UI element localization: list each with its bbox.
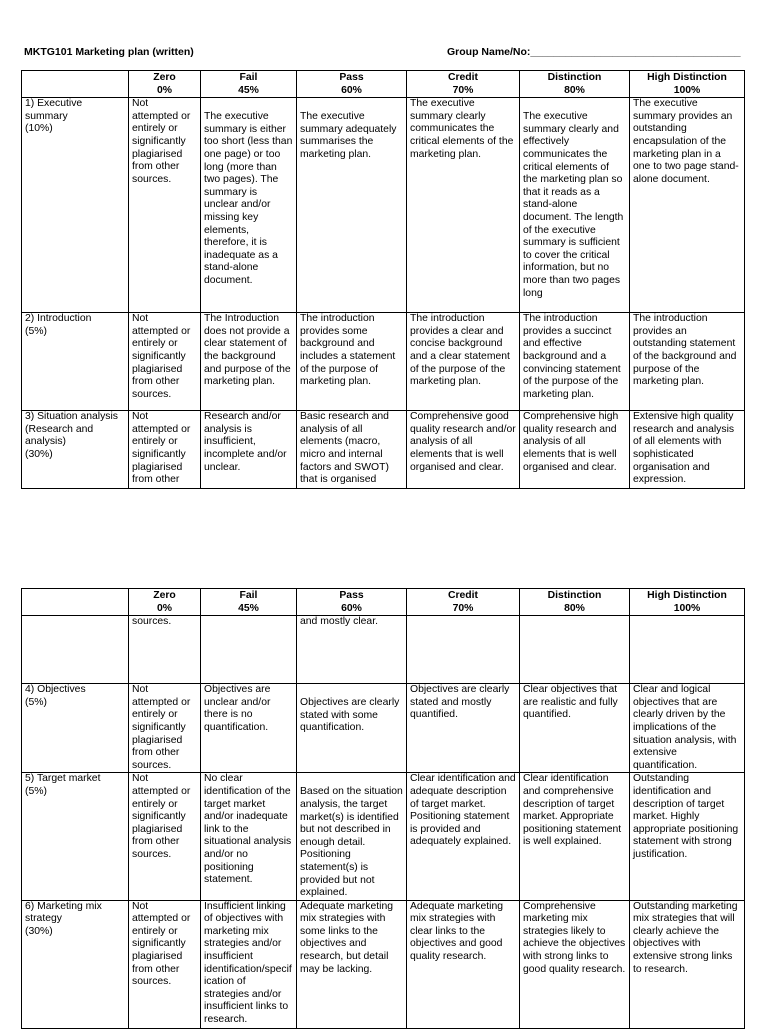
header-blank-cell (22, 71, 129, 98)
header-pass: Pass 60% (297, 71, 407, 98)
rubric-table-page-2 (21, 588, 745, 1029)
header-credit: Credit 70% (407, 589, 520, 616)
grade-header-row (22, 589, 745, 616)
cell-distinction: The introduction provides a succinct and effective background and a convincing statement of the purpose of the marketing plan. (520, 313, 630, 411)
header-high-distinction: High Distinction 100% (630, 71, 745, 98)
table-row-continued (22, 616, 745, 684)
table-row (22, 773, 745, 900)
cell-credit: Objectives are clearly stated and mostly quantified. (407, 684, 520, 773)
cell-fail: The Introduction does not provide a clear statement of the background and purpose of the marketing plan. (201, 313, 297, 411)
cell-distinction: Comprehensive marketing mix strategies likely to achieve the objectives with strong links to good quality research. (520, 900, 630, 1028)
cell-pass: The executive summary adequately summarises the marketing plan. (297, 98, 407, 313)
cell-high-distinction: Clear and logical objectives that are clearly driven by the implications of the situation analysis, with extensive quantification. (630, 684, 745, 773)
cell-distinction: Clear identification and comprehensive description of target market. Appropriate positioning statement is well explained. (520, 773, 630, 900)
cell-pass: Based on the situation analysis, the target market(s) is identified but not described in enough detail. Positioning statement(s) is provided but not explained. (297, 773, 407, 900)
cell-distinction: Clear objectives that are realistic and fully quantified. (520, 684, 630, 773)
cell-high-distinction (630, 616, 745, 684)
cell-zero: sources. (129, 616, 201, 684)
cell-zero: Not attempted or entirely or significantly plagiarised from other sources. (129, 773, 201, 900)
header-pass: Pass 60% (297, 589, 407, 616)
cell-pass: Adequate marketing mix strategies with some links to the objectives and research, but detail may be lacking. (297, 900, 407, 1028)
cell-zero: Not attempted or entirely or significantly plagiarised from other sources. (129, 313, 201, 411)
table-row (22, 684, 745, 773)
cell-distinction: Comprehensive high quality research and analysis of all elements that is well organised and clear. (520, 411, 630, 489)
criterion-situation-analysis: 3) Situation analysis (Research and analysis) (30%) (22, 411, 129, 489)
cell-distinction: The executive summary clearly and effectively communicates the critical elements of the marketing plan so that it reads as a stand-alone document. The length of the executive summary is sufficient to cover the critical information, but no more than two pages long (520, 98, 630, 313)
criterion-marketing-mix-strategy: 6) Marketing mix strategy (30%) (22, 900, 129, 1028)
header-zero: Zero 0% (129, 589, 201, 616)
cell-zero: Not attempted or entirely or significantly plagiarised from other sources. (129, 684, 201, 773)
cell-credit: Comprehensive good quality research and/or analysis of all elements that is well organised and clear. (407, 411, 520, 489)
cell-fail: Research and/or analysis is insufficient, incomplete and/or unclear. (201, 411, 297, 489)
cell-credit: The executive summary clearly communicates the critical elements of the marketing plan. (407, 98, 520, 313)
cell-pass: and mostly clear. (297, 616, 407, 684)
document-title: MKTG101 Marketing plan (written) (24, 46, 194, 58)
cell-zero: Not attempted or entirely or significantly plagiarised from other (129, 411, 201, 489)
table-row (22, 900, 745, 1028)
cell-zero: Not attempted or entirely or significantly plagiarised from other sources. (129, 900, 201, 1028)
header-fail: Fail 45% (201, 589, 297, 616)
cell-fail (201, 616, 297, 684)
group-name-label: Group Name/No:____________________________________ (447, 46, 741, 58)
table-row (22, 313, 745, 411)
cell-credit: The introduction provides a clear and concise background and a clear statement of the purpose of the marketing plan. (407, 313, 520, 411)
cell-pass: Basic research and analysis of all elements (macro, micro and internal factors and SWOT) that is organised (297, 411, 407, 489)
rubric-table-page-1 (21, 70, 745, 489)
header-high-distinction: High Distinction 100% (630, 589, 745, 616)
cell-credit: Adequate marketing mix strategies with clear links to the objectives and good quality research. (407, 900, 520, 1028)
header-credit: Credit 70% (407, 71, 520, 98)
criterion-introduction: 2) Introduction (5%) (22, 313, 129, 411)
cell-pass: Objectives are clearly stated with some quantification. (297, 684, 407, 773)
cell-pass: The introduction provides some background and includes a statement of the purpose of marketing plan. (297, 313, 407, 411)
cell-distinction (520, 616, 630, 684)
criterion-executive-summary: 1) Executive summary (10%) (22, 98, 129, 313)
cell-high-distinction: The introduction provides an outstanding statement of the background and purpose of the marketing plan. (630, 313, 745, 411)
cell-high-distinction: Outstanding identification and description of target market. Highly appropriate positioning statement with strong justification. (630, 773, 745, 900)
header-distinction: Distinction 80% (520, 71, 630, 98)
cell-credit (407, 616, 520, 684)
cell-high-distinction: Outstanding marketing mix strategies that will clearly achieve the objectives with extensive strong links to research. (630, 900, 745, 1028)
header-zero: Zero 0% (129, 71, 201, 98)
grade-header-row (22, 71, 745, 98)
cell-fail: Insufficient linking of objectives with marketing mix strategies and/or insufficient identification/specification of strategies and/or insufficient links to research. (201, 900, 297, 1028)
cell-high-distinction: Extensive high quality research and analysis of all elements with sophisticated organisation and expression. (630, 411, 745, 489)
criterion-continued (22, 616, 129, 684)
cell-credit: Clear identification and adequate description of target market. Positioning statement is provided and adequately explained. (407, 773, 520, 900)
cell-fail: No clear identification of the target market and/or inadequate link to the situational analysis and/or no positioning statement. (201, 773, 297, 900)
header-fail: Fail 45% (201, 71, 297, 98)
table-row (22, 411, 745, 489)
cell-fail: The executive summary is either too short (less than one page) or too long (more than two pages). The summary is unclear and/or missing key elements, therefore, it is inadequate as a stand-alone document. (201, 98, 297, 313)
cell-fail: Objectives are unclear and/or there is no quantification. (201, 684, 297, 773)
criterion-target-market: 5) Target market (5%) (22, 773, 129, 900)
cell-zero: Not attempted or entirely or significantly plagiarised from other sources. (129, 98, 201, 313)
header-blank-cell (22, 589, 129, 616)
header-distinction: Distinction 80% (520, 589, 630, 616)
cell-high-distinction: The executive summary provides an outstanding encapsulation of the marketing plan in a one to two page stand-alone document. (630, 98, 745, 313)
table-row (22, 98, 745, 313)
criterion-objectives: 4) Objectives (5%) (22, 684, 129, 773)
